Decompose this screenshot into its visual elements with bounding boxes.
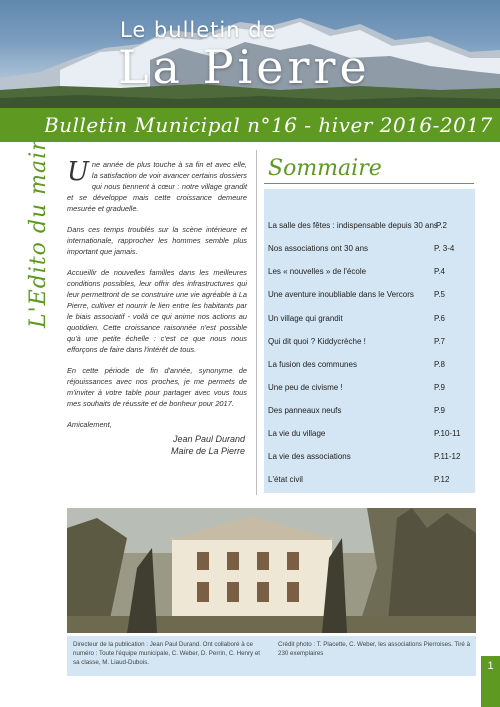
building-photo-illustration (67, 508, 476, 633)
toc-item[interactable] (268, 265, 471, 279)
signature-role: Maire de La Pierre (170, 446, 245, 457)
credits-box (67, 636, 476, 676)
toc-item[interactable] (268, 219, 471, 233)
toc-item[interactable] (268, 473, 471, 487)
toc-item-label: La vie du village (268, 429, 326, 438)
toc-item-label: La vie des associations (268, 452, 351, 461)
column-divider (256, 150, 257, 495)
toc-item-label: Nos associations ont 30 ans (268, 244, 369, 253)
edito-paragraph: Dans ces temps troublés sur la scène intérieure et internationale, rapprocher les hommes semble plus important que jamais. (67, 225, 247, 256)
toc-item-page: P.9 (434, 406, 445, 415)
issue-band (0, 108, 500, 142)
toc-item-page: P.6 (434, 314, 445, 323)
banner-title: La Pierre (118, 40, 371, 94)
toc-item[interactable] (268, 358, 471, 372)
toc-item[interactable] (268, 381, 471, 395)
toc-item-label: Les « nouvelles » de l'école (268, 267, 367, 276)
toc-item[interactable] (268, 404, 471, 418)
toc-item[interactable] (268, 288, 471, 302)
drop-cap: U (67, 157, 89, 187)
toc-item-page: P.8 (434, 360, 445, 369)
edito-paragraph: En cette période de fin d'année, synonyme de réjouissances avec nos proches, je me permets de m'inviter à votre table pour partager avec vous tous mes souhaits de réussite et de bonheur pour 2017. (67, 366, 247, 408)
page-number: 1 (481, 656, 500, 707)
photo-credits: Crédit photo : T. Placette, C. Weber, les associations Pierroises. Tiré à 230 exemplaires (278, 641, 471, 657)
edito-heading-text: L'Edito du maire (26, 125, 51, 328)
table-of-contents (264, 189, 475, 493)
sommaire-title: Sommaire (268, 156, 382, 181)
toc-item-label: Une aventure inoubliable dans le Vercors (268, 290, 414, 299)
toc-item[interactable] (268, 427, 471, 441)
issue-subtitle: Bulletin Municipal n°16 - hiver 2016-2017 (44, 113, 493, 137)
edito-paragraph (67, 157, 247, 215)
banner-title-small: Le bulletin de (120, 18, 277, 42)
village-photo (67, 508, 476, 633)
edito-text (67, 157, 247, 457)
toc-item-label: Une peu de civisme ! (268, 383, 343, 392)
toc-item-label: La fusion des communes (268, 360, 357, 369)
toc-item-page: P. 3-4 (434, 244, 455, 253)
toc-item-page: P.2 (436, 221, 447, 230)
edito-heading (26, 125, 56, 330)
toc-item-page: P.9 (434, 383, 445, 392)
toc-item-page: P.12 (434, 475, 450, 484)
toc-item-label: L'état civil (268, 475, 303, 484)
toc-item[interactable] (268, 335, 471, 349)
edito-closing: Amicalement, (67, 420, 112, 430)
edito-paragraph-text: ne année de plus touche à sa fin et avec elle, la satisfaction de voir avancer certains dossiers qui nous tiennent à cœur : notre village grandit et se développe mais cette croissance demeure mesurée et graduelle. (67, 160, 247, 213)
header-banner (0, 0, 500, 108)
publication-credits: Directeur de la publication : Jean Paul Durand. Ont collaboré à ce numéro : Toute l'équipe municipale, C. Weber, D. Perrin, C. Henry et sa classe, M. Liaud-Dubois. (73, 641, 261, 666)
toc-item[interactable] (268, 312, 471, 326)
toc-item-page: P.4 (434, 267, 445, 276)
toc-item-label: La salle des fêtes : indispensable depuis 30 ans (268, 221, 438, 230)
signature-name: Jean Paul Durand (172, 434, 245, 445)
toc-item-page: P.7 (434, 337, 445, 346)
toc-item[interactable] (268, 242, 471, 256)
toc-item-page: P.5 (434, 290, 445, 299)
toc-item-label: Un village qui grandit (268, 314, 343, 323)
toc-item[interactable] (268, 450, 471, 464)
toc-item-label: Qui dit quoi ? Kiddycrèche ! (268, 337, 366, 346)
toc-item-page: P.10-11 (434, 429, 461, 438)
sommaire-underline (264, 183, 474, 184)
toc-item-page: P.11-12 (434, 452, 461, 461)
toc-item-label: Des panneaux neufs (268, 406, 342, 415)
edito-paragraph: Accueillir de nouvelles familles dans les meilleures conditions possibles, leur offrir des infrastructures qui leur permettront de se construire une vie agréable à La Pierre, cultiver et nourrir le lien entre les habitants par le biais associatif - voilà ce qui anime nos actions au quotidien. Cette croissance raisonnée n'est possible qu'à une petite échelle : c'est ce que nous nous efforçons de faire dans l'intérêt de tous. (67, 268, 247, 354)
